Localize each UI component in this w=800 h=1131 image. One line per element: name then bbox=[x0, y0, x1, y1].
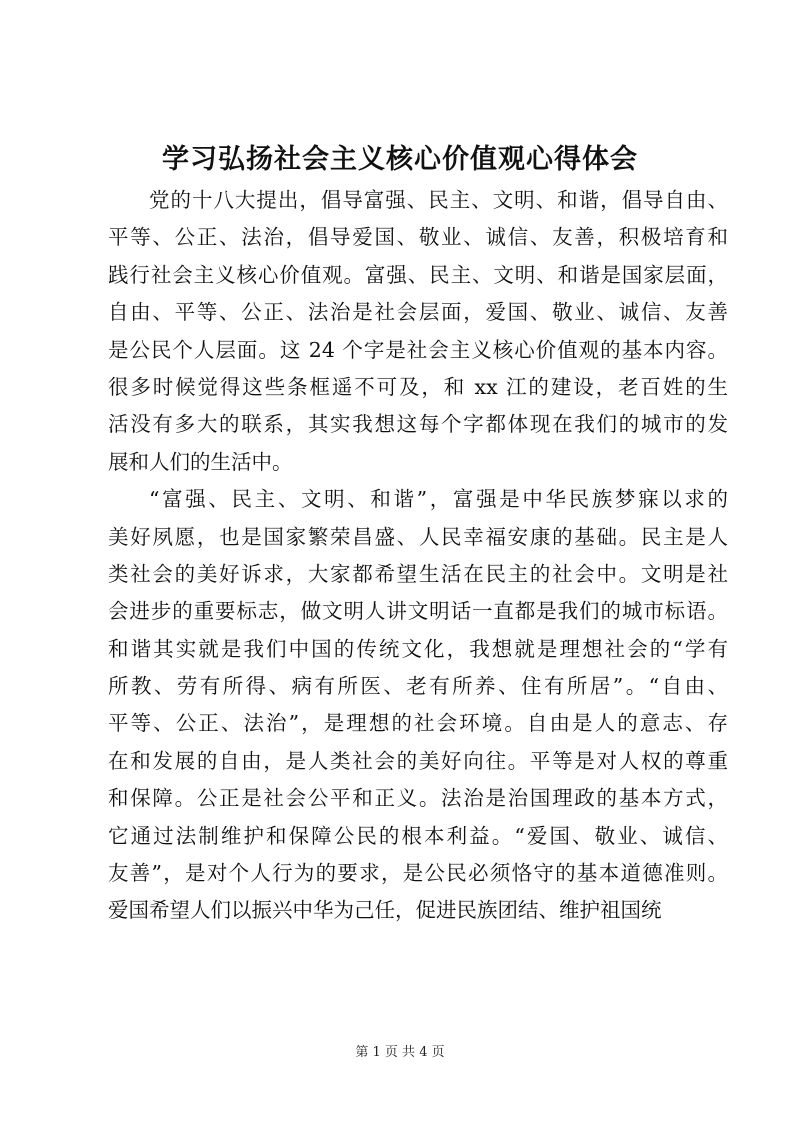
paragraph-line: 在和发展的自由，是人类社会的美好向往。平等是对人权的尊重 bbox=[108, 748, 728, 773]
paragraph-2 bbox=[108, 481, 728, 930]
paragraph-line: 类社会的美好诉求，大家都希望生活在民主的社会中。文明是社 bbox=[108, 561, 728, 586]
paragraph-line: 友善”，是对个人行为的要求，是公民必须恪守的基本道德准则。 bbox=[108, 861, 728, 886]
paragraph-line: 平等、公正、法治”，是理想的社会环境。自由是人的意志、存 bbox=[108, 711, 728, 736]
paragraph-line: 党的十八大提出，倡导富强、民主、文明、和谐，倡导自由、 bbox=[149, 188, 728, 212]
paragraph-line: 和保障。公正是社会公平和正义。法治是治国理政的基本方式， bbox=[108, 786, 728, 811]
paragraph-line: 活没有多大的联系，其实我想这每个字都体现在我们的城市的发 bbox=[108, 412, 728, 437]
paragraph-line: 和谐其实就是我们中国的传统文化，我想就是理想社会的“学有 bbox=[108, 636, 728, 661]
paragraph-line: 展和人们的生活中。 bbox=[108, 449, 293, 474]
paragraph-line: 践行社会主义核心价值观。富强、民主、文明、和谐是国家层面， bbox=[108, 262, 728, 287]
paragraph-line: 所教、劳有所得、病有所医、老有所养、住有所居”。“自由、 bbox=[108, 674, 728, 699]
page-footer: 第 1 页 共 4 页 bbox=[355, 1045, 445, 1060]
paragraph-line: 它通过法制维护和保障公民的根本利益。“爱国、敬业、诚信、 bbox=[108, 823, 728, 848]
paragraph-line: 是公民个人层面。这 24 个字是社会主义核心价值观的基本内容。 bbox=[108, 337, 728, 362]
paragraph-line: 会进步的重要标志，做文明人讲文明话一直都是我们的城市标语。 bbox=[108, 599, 728, 624]
paragraph-line: “富强、民主、文明、和谐”，富强是中华民族梦寐以求的 bbox=[149, 487, 728, 512]
paragraph-line: 自由、平等、公正、法治是社会层面，爱国、敬业、诚信、友善 bbox=[108, 300, 728, 325]
paragraph-1 bbox=[108, 182, 728, 481]
document-body bbox=[108, 182, 728, 930]
paragraph-line: 美好夙愿，也是国家繁荣昌盛、人民幸福安康的基础。民主是人 bbox=[108, 524, 728, 549]
paragraph-line: 很多时候觉得这些条框遥不可及，和 xx 江的建设，老百姓的生 bbox=[108, 374, 728, 399]
paragraph-line: 平等、公正、法治，倡导爱国、敬业、诚信、友善，积极培育和 bbox=[108, 225, 728, 250]
paragraph-line: 爱国希望人们以振兴中华为己任，促进民族团结、维护祖国统 bbox=[108, 898, 662, 923]
document-title: 学习弘扬社会主义核心价值观心得体会 bbox=[162, 144, 638, 175]
